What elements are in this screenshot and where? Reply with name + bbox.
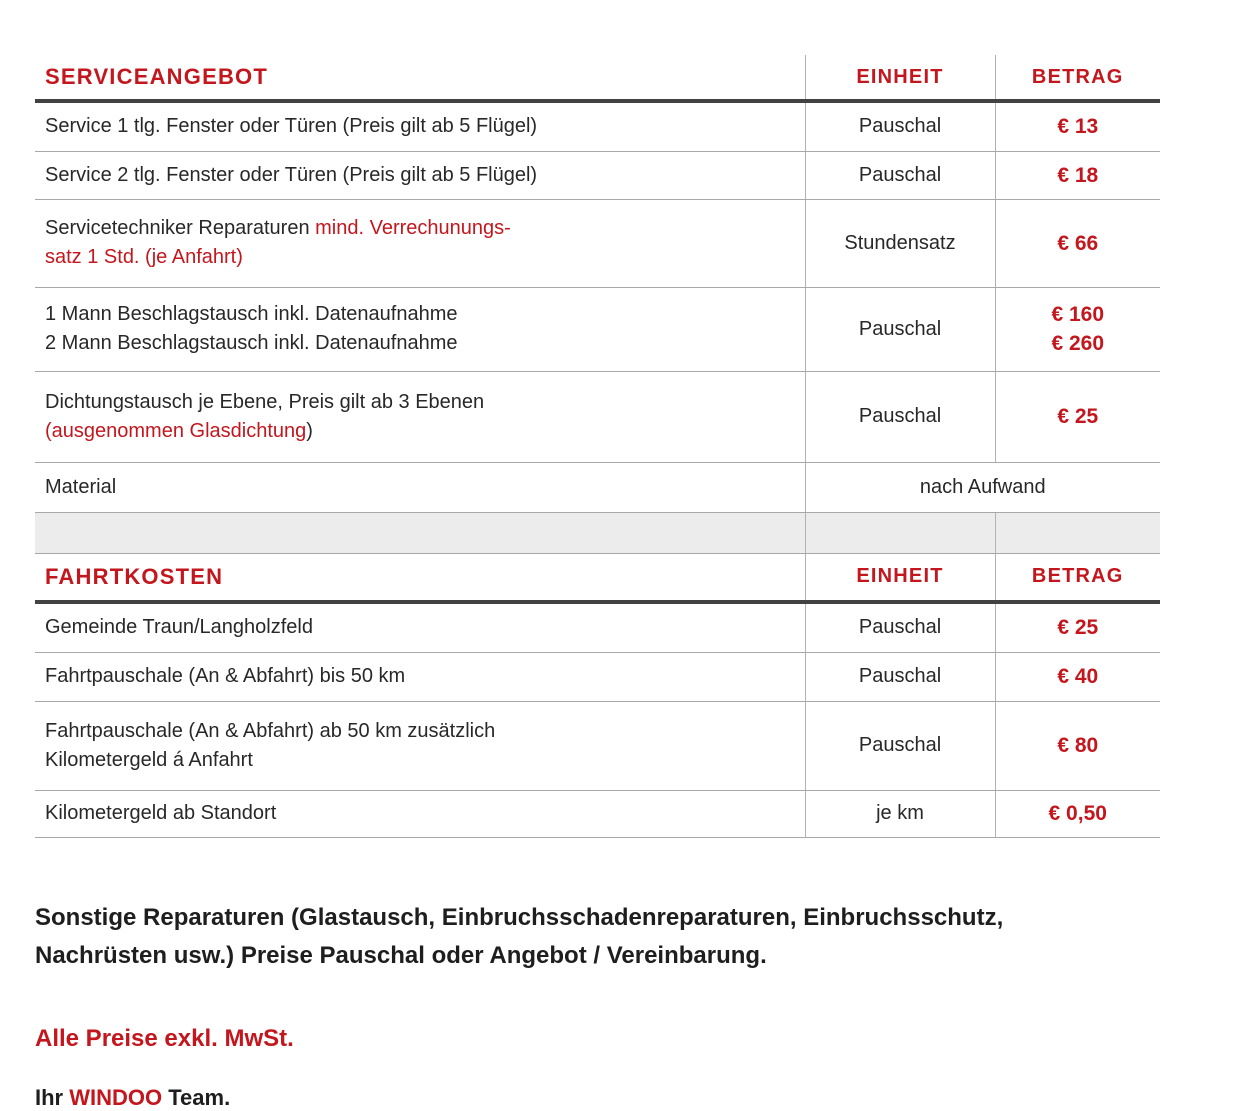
table-row bbox=[35, 287, 1160, 371]
row-einheit: Pauschal bbox=[805, 101, 995, 151]
fahrt-section-title: FAHRTKOSTEN bbox=[35, 553, 805, 602]
row-betrag: € 18 bbox=[995, 151, 1160, 199]
table-row bbox=[35, 199, 1160, 287]
spacer-cell bbox=[35, 512, 805, 553]
row-description bbox=[35, 701, 805, 790]
table-row bbox=[35, 652, 1160, 701]
row-description bbox=[35, 287, 805, 371]
row-einheit: Pauschal bbox=[805, 652, 995, 701]
row-description: Material bbox=[35, 462, 805, 512]
desc-text: Kilometergeld á Anfahrt bbox=[45, 748, 253, 771]
team-prefix: Ihr bbox=[35, 1084, 70, 1110]
row-betrag: € 25 bbox=[995, 602, 1160, 652]
row-betrag: € 66 bbox=[995, 199, 1160, 287]
desc-text-highlight: satz 1 Std. (je Anfahrt) bbox=[45, 246, 243, 268]
windoo-brand: WINDOO bbox=[69, 1084, 163, 1110]
desc-text: Servicetechniker Reparaturen bbox=[45, 217, 316, 239]
row-description: Kilometergeld ab Standort bbox=[35, 790, 805, 837]
desc-text: Fahrtpauschale (An & Abfahrt) ab 50 km zusätzlich bbox=[45, 719, 496, 742]
row-einheit: je km bbox=[805, 790, 995, 837]
row-einheit: Pauschal bbox=[805, 602, 995, 652]
table-row-material bbox=[35, 462, 1160, 512]
column-header-betrag: BETRAG bbox=[995, 553, 1160, 602]
row-description: Gemeinde Traun/Langholzfeld bbox=[35, 602, 805, 652]
spacer-cell bbox=[805, 512, 995, 553]
column-header-einheit: EINHEIT bbox=[805, 55, 995, 101]
row-einheit: Pauschal bbox=[805, 151, 995, 199]
column-header-betrag: BETRAG bbox=[995, 55, 1160, 101]
betrag-value: € 160 bbox=[1051, 303, 1105, 326]
vat-exclusive-note: Alle Preise exkl. MwSt. bbox=[35, 1024, 294, 1052]
table-row bbox=[35, 371, 1160, 462]
team-suffix: Team. bbox=[162, 1084, 231, 1110]
row-betrag bbox=[995, 287, 1160, 371]
table-row bbox=[35, 151, 1160, 199]
table-row bbox=[35, 101, 1160, 151]
betrag-value: € 260 bbox=[1051, 332, 1105, 355]
table-row bbox=[35, 701, 1160, 790]
row-einheit: Pauschal bbox=[805, 701, 995, 790]
desc-text: ) bbox=[306, 419, 313, 442]
row-description bbox=[35, 371, 805, 462]
desc-text-highlight: (ausgenommen Glasdichtung bbox=[45, 419, 307, 442]
row-einheit: Pauschal bbox=[805, 287, 995, 371]
misc-repairs-note bbox=[35, 899, 1242, 975]
row-description: Fahrtpauschale (An & Abfahrt) bis 50 km bbox=[35, 652, 805, 701]
team-signature bbox=[35, 1085, 1242, 1111]
row-description bbox=[35, 199, 805, 287]
row-einheit: Pauschal bbox=[805, 371, 995, 462]
table-row bbox=[35, 602, 1160, 652]
spacer-cell bbox=[995, 512, 1160, 553]
service-table-header-row bbox=[35, 55, 1160, 101]
row-description: Service 1 tlg. Fenster oder Türen (Preis gilt ab 5 Flügel) bbox=[35, 101, 805, 151]
row-betrag: € 25 bbox=[995, 371, 1160, 462]
desc-text: 1 Mann Beschlagstausch inkl. Datenaufnahme bbox=[45, 303, 458, 325]
row-betrag: € 13 bbox=[995, 101, 1160, 151]
row-einheit: Stundensatz bbox=[805, 199, 995, 287]
row-betrag: € 0,50 bbox=[995, 790, 1160, 837]
spacer-row bbox=[35, 512, 1160, 553]
table-row bbox=[35, 790, 1160, 837]
desc-text: Dichtungstausch je Ebene, Preis gilt ab 3 Ebenen bbox=[45, 390, 485, 413]
fahrt-table-header-row bbox=[35, 553, 1160, 602]
row-betrag: € 40 bbox=[995, 652, 1160, 701]
note-line-2: Nachrüsten usw.) Preise Pauschal oder Angebot / Vereinbarung. bbox=[35, 941, 767, 969]
row-value-span: nach Aufwand bbox=[805, 462, 1160, 512]
service-section-title: SERVICEANGEBOT bbox=[35, 55, 805, 101]
row-betrag: € 80 bbox=[995, 701, 1160, 790]
service-price-table bbox=[35, 55, 1160, 838]
desc-text-highlight: mind. Verrechunungs- bbox=[315, 217, 511, 239]
row-description: Service 2 tlg. Fenster oder Türen (Preis gilt ab 5 Flügel) bbox=[35, 151, 805, 199]
column-header-einheit: EINHEIT bbox=[805, 553, 995, 602]
note-line-1: Sonstige Reparaturen (Glastausch, Einbruchsschadenreparaturen, Einbruchsschutz, bbox=[35, 903, 1004, 931]
desc-text: 2 Mann Beschlagstausch inkl. Datenaufnahme bbox=[45, 332, 458, 354]
